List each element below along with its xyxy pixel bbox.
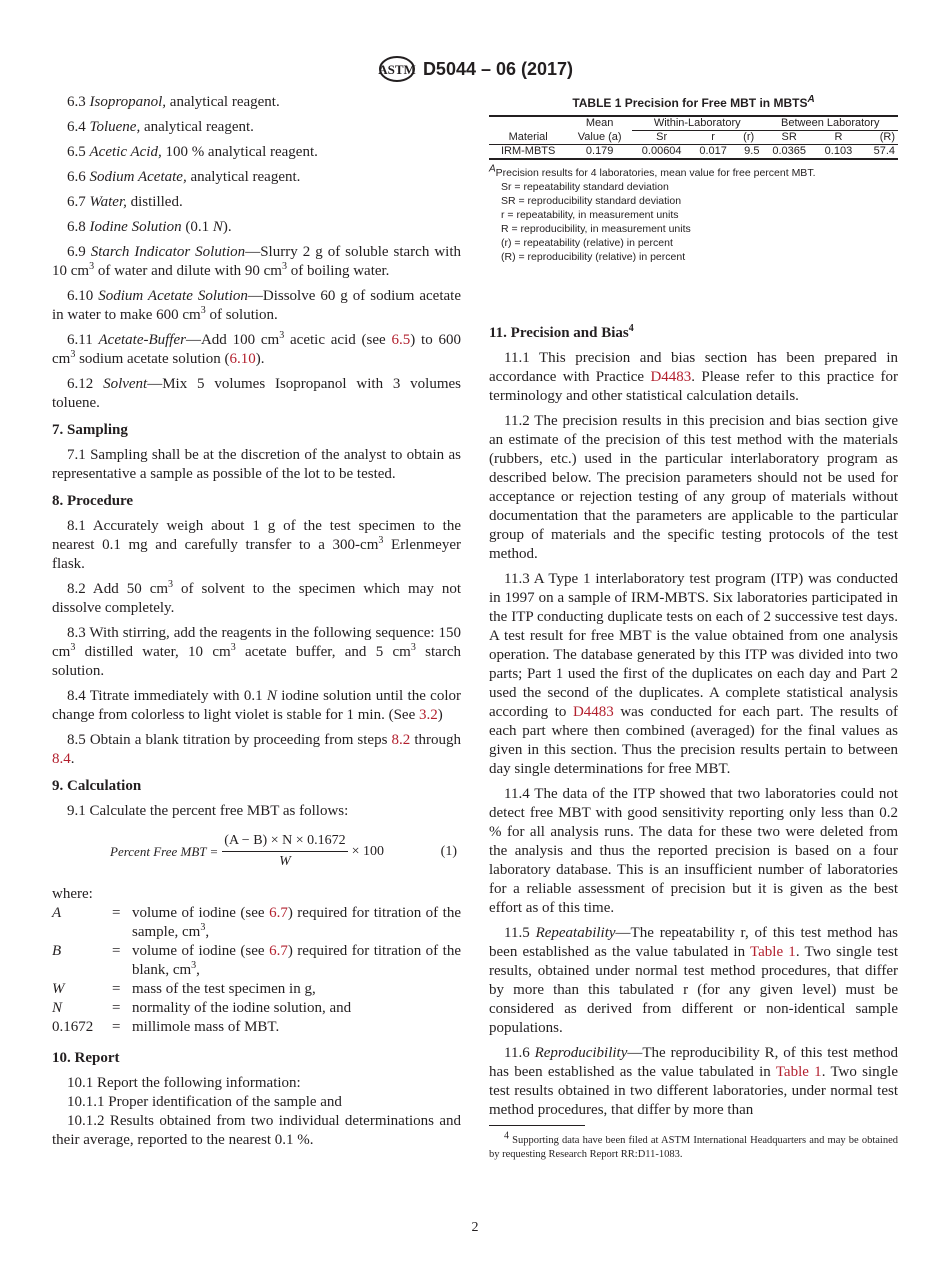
italic-term: Acetic Acid, xyxy=(89,144,162,160)
italic-term: Sodium Acetate Solution xyxy=(98,288,248,304)
equation-1 xyxy=(52,831,461,871)
equation-fraction xyxy=(222,831,347,871)
text-run: ) xyxy=(437,707,443,723)
table-cell: 9.5 xyxy=(744,145,760,157)
column-header: (R) xyxy=(879,131,895,143)
note-text: Sr = repeatability standard deviation xyxy=(501,181,669,193)
table-note xyxy=(489,163,898,180)
text-run: volume of iodine (see xyxy=(132,905,270,921)
text-run: 8.3 With stirring, add the reagents in the following sequence: 150 cm xyxy=(52,625,461,660)
section-heading xyxy=(52,777,461,796)
section-heading xyxy=(489,324,898,343)
text-run: analytical reagent. xyxy=(166,94,280,110)
text-run: millimole mass of MBT. xyxy=(132,1019,280,1035)
text-run: —The repeatability r, of this test method has been established as the value tabulated in xyxy=(489,925,898,960)
footnote xyxy=(489,1125,898,1162)
paragraph xyxy=(52,218,461,237)
paragraph xyxy=(52,687,461,725)
table-cell: 0.0365 xyxy=(772,145,806,157)
paragraph xyxy=(52,1093,461,1112)
paragraph xyxy=(52,1112,461,1150)
cross-reference-link[interactable]: 6.7 xyxy=(269,905,288,921)
variable-definition xyxy=(132,980,461,999)
text-run: . Two single test results obtained in two different laboratories, under normal test method procedures, that differ by more than xyxy=(489,1064,898,1118)
italic-term: Acetate-Buffer xyxy=(98,332,186,348)
precision-table-block xyxy=(489,94,898,264)
text-run: 10.1 Report the following information: xyxy=(67,1075,301,1091)
section-heading xyxy=(52,421,461,440)
text-run: . Please refer to this practice for terminology and other statistical calculation details. xyxy=(489,369,898,404)
italic-term: Reproducibility xyxy=(534,1045,628,1061)
text-run: was conducted for each part. The results of each part where then combined (averaged) for the final values as given in this section. Thus the precision results pertain to between day single determinations for free MBT. xyxy=(489,704,898,777)
cross-reference-link[interactable]: 6.7 xyxy=(269,943,288,959)
text-run: ). xyxy=(255,351,265,367)
astm-logo-icon xyxy=(377,54,417,84)
definition-row xyxy=(52,1018,461,1037)
italic-term: N xyxy=(212,219,223,235)
text-run: distilled. xyxy=(126,194,183,210)
variable-symbol: 0.1672 xyxy=(52,1019,94,1035)
superscript: 3 xyxy=(168,579,174,590)
text-run: —Dissolve 60 g of sodium acetate in water to make 600 cm xyxy=(52,288,461,323)
italic-term: Water, xyxy=(89,194,127,210)
text-run: . xyxy=(70,751,75,767)
equation-lhs: Percent Free MBT = xyxy=(110,843,219,859)
text-run: 11.6 xyxy=(504,1045,535,1061)
paragraph xyxy=(52,624,461,681)
text-run: ) to 600 cm xyxy=(52,332,461,367)
table-notes xyxy=(489,163,898,264)
italic-term: Repeatability xyxy=(535,925,616,941)
text-run: , xyxy=(196,962,200,978)
text-run: 11.4 The data of the ITP showed that two laboratories could not detect free MBT with good sensitivity reporting only less than 0.2 % for all analysis runs. The data for these two were deleted from the analysis and thus the reported precision is based on a four laboratory database. This is an insufficient number of laboratories for a reliable assessment of precision but it is given as the best effort as of this time. xyxy=(489,786,898,916)
text-run: of solution. xyxy=(205,307,278,323)
note-mark: A xyxy=(489,163,496,175)
footnote-mark: 4 xyxy=(504,1130,509,1142)
column-header: Sr xyxy=(656,131,668,143)
text-run: 6.3 xyxy=(67,94,90,110)
italic-term: Starch Indicator Solution xyxy=(90,244,246,260)
text-run: 6.7 xyxy=(67,194,90,210)
column-header: (r) xyxy=(743,131,755,143)
superscript: 3 xyxy=(279,330,285,341)
text-run: of boiling water. xyxy=(286,263,390,279)
superscript: 3 xyxy=(70,642,76,653)
text-run: 8.2 Add 50 cm xyxy=(67,581,169,597)
table-title-note: A xyxy=(807,94,815,105)
table-cell: 0.017 xyxy=(699,145,727,157)
text-run: of water and dilute with 90 cm xyxy=(94,263,282,279)
note-text: r = repeatability, in measurement units xyxy=(501,209,679,221)
note-text: (R) = reproducibility (relative) in percent xyxy=(501,251,686,263)
table-cell: IRM-MBTS xyxy=(500,145,556,157)
equation-number: (1) xyxy=(440,843,457,859)
group-header: Mean xyxy=(585,117,614,130)
paragraph xyxy=(489,785,898,918)
table-row xyxy=(489,145,898,160)
paragraph xyxy=(52,446,461,484)
text-run: 7. Sampling xyxy=(52,422,128,438)
text-run: analytical reagent. xyxy=(140,119,254,135)
text-run: ) required for titration of the blank, cm xyxy=(132,943,461,978)
paragraph xyxy=(52,331,461,369)
text-run: , xyxy=(205,924,210,940)
table-note xyxy=(489,250,898,264)
superscript: 3 xyxy=(378,535,384,546)
text-run: 10.1.1 Proper identification of the sample and xyxy=(67,1094,342,1110)
footnote-text: Supporting data have been filed at ASTM International Headquarters and may be obtained by requesting Research Report RR:D11-1083. xyxy=(489,1135,898,1160)
italic-term: Toluene, xyxy=(89,119,141,135)
variable-symbol: N xyxy=(52,1000,63,1016)
text-run: ). xyxy=(222,219,232,235)
italic-term: Iodine Solution xyxy=(89,219,182,235)
paragraph xyxy=(489,412,898,564)
paragraph xyxy=(52,580,461,618)
text-run: 6.11 xyxy=(67,332,99,348)
text-run: 9.1 Calculate the percent free MBT as follows: xyxy=(67,803,349,819)
table-note xyxy=(489,194,898,208)
variable-symbol: B xyxy=(52,943,62,959)
table-note xyxy=(489,222,898,236)
text-run: normality of the iodine solution, and xyxy=(132,1000,352,1016)
precision-table xyxy=(489,115,898,160)
paragraph xyxy=(489,570,898,779)
text-run: Erlenmeyer flask. xyxy=(52,537,461,572)
text-run: —The reproducibility R, of this test method has been established as the value tabulated in xyxy=(489,1045,898,1080)
text-run: of solvent to the specimen which may not dissolve completely. xyxy=(52,581,461,616)
text-run: —Slurry 2 g of soluble starch with 10 cm xyxy=(52,244,461,279)
section-heading xyxy=(52,492,461,511)
text-run: 11.3 A Type 1 interlaboratory test program (ITP) was conducted in 1997 on a sample of IRM-MBTS. Six laboratories participated in the ITP conducting duplicate tests on each of 2 successive test days. A test result for free MBT is the value obtained from one analysis operation. The database generated by this ITP was divided into two parts; Part 1 used the first of the duplicates on each day and Part 2 used the second of the duplicates. A complete statistical analysis according to xyxy=(489,571,898,720)
table-note xyxy=(489,208,898,222)
variable-definition xyxy=(132,942,461,980)
group-header: Between Laboratory xyxy=(762,116,898,131)
paragraph xyxy=(52,93,461,112)
column-header: Material xyxy=(508,130,548,143)
text-run: 10. Report xyxy=(52,1050,120,1066)
cross-reference-link[interactable]: D4483 xyxy=(650,369,692,385)
text-run: 8.4 Titrate immediately with 0.1 xyxy=(67,688,267,704)
text-run: 6.8 xyxy=(67,219,90,235)
where-label: where: xyxy=(52,886,93,902)
text-run: volume of iodine (see xyxy=(132,943,270,959)
text-run: 8.5 Obtain a blank titration by proceeding from steps xyxy=(67,732,392,748)
table-cell: 0.103 xyxy=(824,145,853,157)
note-text: Precision results for 4 laboratories, mean value for free percent MBT. xyxy=(495,167,816,179)
equals-sign: = xyxy=(112,981,121,997)
column-header: R xyxy=(834,131,843,143)
cross-reference-link[interactable]: 6.10 xyxy=(229,351,256,367)
text-run: 10.1.2 Results obtained from two individual determinations and their average, reported to the nearest 0.1 %. xyxy=(52,1113,461,1148)
text-run: analytical reagent. xyxy=(186,169,301,185)
paragraph xyxy=(52,731,461,769)
paragraph xyxy=(52,375,461,413)
cross-reference-link[interactable]: 8.2 xyxy=(391,732,411,748)
svg-text:ASTM: ASTM xyxy=(378,62,416,77)
text-run: (0.1 xyxy=(181,219,213,235)
definition-row xyxy=(52,999,461,1018)
definition-row xyxy=(52,980,461,999)
text-run: —Add 100 cm xyxy=(185,332,280,348)
text-run: 6.12 xyxy=(67,376,104,392)
column-header: Value (a) xyxy=(577,130,622,143)
equals-sign: = xyxy=(112,905,121,921)
italic-term: Sodium Acetate, xyxy=(89,169,187,185)
variable-definition xyxy=(132,1018,461,1037)
text-run: sodium acetate solution ( xyxy=(75,351,230,367)
text-run: 11.5 xyxy=(504,925,536,941)
group-header: Within-Laboratory xyxy=(632,116,762,131)
text-run: through xyxy=(410,732,462,748)
note-text: SR = reproducibility standard deviation xyxy=(501,195,682,207)
cross-reference-link[interactable]: 3.2 xyxy=(419,707,438,723)
paragraph xyxy=(52,118,461,137)
text-run: starch solution. xyxy=(52,644,461,679)
superscript: 3 xyxy=(230,642,236,653)
definition-row xyxy=(52,942,461,980)
paragraph xyxy=(52,193,461,212)
paragraph xyxy=(52,168,461,187)
text-run: 8.1 Accurately weigh about 1 g of the test specimen to the nearest 0.1 mg and carefully transfer to a 300-cm xyxy=(52,518,461,553)
note-text: (r) = repeatability (relative) in percent xyxy=(501,237,673,249)
paragraph xyxy=(52,517,461,574)
column-header: SR xyxy=(781,131,797,143)
text-run: acetic acid (see xyxy=(284,332,392,348)
equation-multiplier: × 100 xyxy=(351,843,384,859)
footnote-rule xyxy=(489,1125,585,1126)
variable-symbol: A xyxy=(52,905,62,921)
superscript: 3 xyxy=(70,349,76,360)
table-cell: 57.4 xyxy=(873,145,895,157)
page-number: 2 xyxy=(471,1220,479,1235)
text-run: . Two single test results, obtained under normal test method procedures, that differ by more than this tabulated r (for any given level) must be considered as derived from different or non-identical sample populations. xyxy=(489,944,898,1036)
table-note xyxy=(489,236,898,250)
standard-designation: D5044 – 06 (2017) xyxy=(422,58,574,79)
text-run: ) required for titration of the sample, cm xyxy=(132,905,461,940)
superscript: 3 xyxy=(200,922,206,933)
text-run: 9. Calculation xyxy=(52,778,142,794)
equals-sign: = xyxy=(112,943,121,959)
paragraph xyxy=(489,349,898,406)
cross-reference-link[interactable]: Table 1 xyxy=(775,1064,822,1080)
paragraph xyxy=(52,143,461,162)
variable-symbol: W xyxy=(52,981,65,997)
table-title-text: TABLE 1 Precision for Free MBT in MBTS xyxy=(572,96,808,110)
text-run: 8. Procedure xyxy=(52,493,134,509)
text-run: 11.2 The precision results in this precision and bias section give an estimate of the precision of this test method with the materials (rubbers, etc.) used in the particular interlaboratory program as described below. The precision parameters should not be used for acceptance or rejection testing of any group of materials without documentation that the parameters are applicable to the particular group of materials and the specific testing protocols of the test method. xyxy=(489,413,898,562)
section-heading xyxy=(52,1049,461,1068)
text-run: 6.9 xyxy=(67,244,91,260)
text-run: distilled water, 10 cm xyxy=(75,644,231,660)
paragraph xyxy=(52,802,461,821)
paragraph xyxy=(52,287,461,325)
variable-definition xyxy=(132,904,461,942)
italic-term: Isopropanol, xyxy=(89,94,167,110)
equation-numerator: (A − B) × N × 0.1672 xyxy=(222,831,347,852)
equals-sign: = xyxy=(112,1000,121,1016)
superscript: 3 xyxy=(89,261,95,272)
definition-row xyxy=(52,904,461,942)
text-run: 100 % analytical reagent. xyxy=(161,144,318,160)
text-run: 6.6 xyxy=(67,169,90,185)
left-column xyxy=(52,93,461,1150)
table-cell: 0.179 xyxy=(585,145,614,157)
text-run: iodine solution until the color change from colorless to light violet is stable for 1 min. (See xyxy=(52,688,462,723)
text-run: 11. Precision and Bias xyxy=(489,325,629,341)
table-cell: 0.00604 xyxy=(641,145,682,157)
text-run: acetate buffer, and 5 cm xyxy=(235,644,411,660)
superscript: 3 xyxy=(191,960,197,971)
text-run: 11.1 This precision and bias section has been prepared in accordance with Practice xyxy=(489,350,898,385)
cross-reference-link[interactable]: 8.4 xyxy=(52,751,71,767)
paragraph xyxy=(52,1074,461,1093)
note-text: R = reproducibility, in measurement units xyxy=(501,223,691,235)
table-note xyxy=(489,180,898,194)
text-run: 7.1 Sampling shall be at the discretion of the analyst to obtain as representative a sample as possible of the lot to be tested. xyxy=(52,447,461,482)
variable-definitions xyxy=(52,885,461,1037)
equation-denominator: W xyxy=(279,854,291,869)
text-run: 6.4 xyxy=(67,119,90,135)
cross-reference-link[interactable]: 6.5 xyxy=(391,332,411,348)
italic-term: Solvent xyxy=(103,376,148,392)
text-run: mass of the test specimen in g, xyxy=(132,981,316,997)
paragraph xyxy=(489,924,898,1038)
column-header: r xyxy=(711,131,715,143)
superscript: 4 xyxy=(628,323,634,334)
cross-reference-link[interactable]: Table 1 xyxy=(750,944,796,960)
text-run: —Mix 5 volumes Isopropanol with 3 volumes toluene. xyxy=(52,376,461,411)
superscript: 3 xyxy=(410,642,416,653)
italic-term: N xyxy=(266,688,277,704)
table-cell xyxy=(489,116,567,131)
page-header xyxy=(0,54,950,89)
cross-reference-link[interactable]: D4483 xyxy=(572,704,614,720)
superscript: 3 xyxy=(281,261,287,272)
text-run: 6.10 xyxy=(67,288,99,304)
table-title xyxy=(489,94,898,113)
text-run: 6.5 xyxy=(67,144,90,160)
paragraph xyxy=(489,1044,898,1120)
paragraph xyxy=(52,243,461,281)
equals-sign: = xyxy=(112,1019,121,1035)
superscript: 3 xyxy=(200,305,206,316)
variable-definition xyxy=(132,999,461,1018)
right-column xyxy=(489,94,898,1126)
